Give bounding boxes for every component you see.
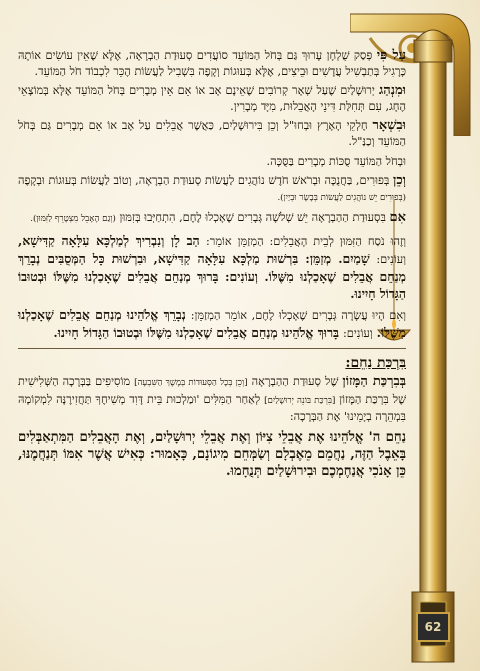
paragraph-text: חֶלְקֵי הָאָרֶץ וּבְחוּ"ל וְכֵן בִּירוּשָׁלַיִם, כַּאֲשֶׁר אֲבֵלִים עַל אָב אוֹ אֵם מְבָרִים גַּם בְּחֹל הַמּוֹעֵד וְכַנַּ"ל. <box>18 119 406 148</box>
paragraph-2 <box>18 83 406 114</box>
paragraph-text: וּבְחֹל הַמּוֹעֵד סֻכּוֹת מְבָרִים בַּסֻּכָּה. <box>266 154 406 168</box>
paragraph-text: פְּסַק שֻׁלְחָן עָרוּךְ גַּם בְּחֹל הַמּוֹעֵד סוֹעֲדִים סְעוּדַת הַבְרָאָה, אֶלָּא שֶׁאֵין עוֹשִׂים אוֹתָהּ כָּרָגִיל בְּתַבְשִׁיל עֲדָשִׁים וּבֵיצִים, אֶלָּא בְּעוּגוֹת וְקָפֶה בִּשְׁבִיל לַעֲשׂוֹת הֶכֵּר לִכְבוֹד חֹל הַמּוֹעֵד. <box>18 49 406 78</box>
paragraph-text: וְעוֹנִים: <box>376 252 406 266</box>
note-text: [בִּרְכַּת בּוֹנֵה יְרוּשָׁלַיִם] <box>264 395 336 406</box>
paragraph-4 <box>18 154 406 170</box>
paragraph-9 <box>18 374 406 425</box>
blessing-text: הַב לָן וְנִבְרִיךְ לְמַלְכָּא עִלָּאָה קַדִּישָׁא, <box>18 232 200 248</box>
keyword: וּבִשְׁאָר <box>372 118 407 134</box>
paragraph-text: מוֹסִיפִים בַּבְּרָכָה הַשְּׁלִישִׁית שֶׁל בִּרְכַּת הַמָּזוֹן <box>18 374 406 406</box>
page-number: 62 <box>416 612 450 642</box>
golden-pillar-icon <box>410 10 456 665</box>
paragraph-text: שֶׁל סְעוּדַת הַהַבְרָאָה <box>251 374 339 388</box>
blessing-text: בָּרוּךְ אֱלֹהֵינוּ מְנַחֵם אֲבֵלִים שֶׁאָכַלְנוּ מִשֶּׁלּוֹ וּבְטוּבוֹ הַגָּדוֹל חָיִינוּ. <box>53 324 340 340</box>
paragraph-text: בִּסְעוּדַת הַהַבְרָאָה יֵשׁ שְׁלֹשָׁה גְּבָרִים שֶׁאָכְלוּ לֶחֶם, הִתְחַיְּבוּ בְּזִמּוּן <box>119 211 386 225</box>
note-text: (וְגַם הָאָבֵל מִצְטָרֵף לַזִּמּוּן). <box>30 214 116 225</box>
paragraph-8 <box>18 306 406 342</box>
prayer-nachem: נַחֵם ה' אֱלֹהֵינוּ אֶת אֲבֵלֵי צִיּוֹן וְאֶת אֲבֵלֵי יְרוּשָׁלַיִם, וְאֶת הָאֲבֵלִים הַמִּתְאַבְּלִים בָּאֵבֶל הַזֶּה, נַחֲמֵם מֵאֶבְלָם וְשַׂמְּחֵם מִיגוֹנָם, כָּאָמוּר: כְּאִישׁ אֲשֶׁר אִמּוֹ תְּנַחֲמֶנּוּ, כֵּן אָנֹכִי אֲנַחֶמְכֶם וּבִירוּשָׁלַיִם תְּנֻחָמוּ. <box>18 429 406 479</box>
paragraph-6 <box>18 210 406 228</box>
section-heading: בִּרְכַּת נַחֵם: <box>345 354 406 371</box>
keyword: וְכֵן <box>393 173 406 189</box>
paragraph-text: וְאִם הָיוּ עֲשָׂרָה גְּבָרִים שֶׁאָכְלוּ לֶחֶם, אוֹמֵר הַמְזַמֵּן: <box>190 308 406 322</box>
paragraph-3 <box>18 118 406 149</box>
paragraph-7 <box>18 232 406 302</box>
paragraph-text: וְעוֹנִים: <box>342 326 373 340</box>
keyword: בְּבִרְכַּת הַמָּזוֹן <box>342 373 407 389</box>
paragraph-1 <box>18 48 406 79</box>
keyword: וּמִנְהַג <box>378 83 406 99</box>
blessing-text: שָׁמַיִם. מְזַמֵּן: בִּרְשׁוּת מַלְכָּא עִלָּאָה קַדִּישָׁא, וּבִרְשׁוּת כָּל הַמְּסֻבִּים נְבָרֵךְ מְנַחֵם אֲבֵלִים שֶׁאָכַלְנוּ מִשֶּׁלּוֹ. וְעוֹנִים: בָּרוּךְ מְנַחֵם אֲבֵלִים שֶׁאָכַלְנוּ מִשֶּׁלּוֹ וּבְטוּבוֹ הַגָּדוֹל חָיִינוּ. <box>18 250 406 301</box>
note-text: [וְכֵן בְּכָל הַסְּעוּדוֹת בְּמֶשֶׁךְ הַשִּׁבְעָה] <box>134 377 248 388</box>
paragraph-5 <box>18 173 406 206</box>
note-text: (בְּפוּרִים יֵשׁ נוֹהֲגִים לַעֲשׂוֹת בְּבָשָׂר וּבְיַיִן). <box>277 192 406 203</box>
paragraph-text: לְאַחַר הַמִּלִּים 'וּמַלְכוּת בֵּית דָּוִד מְשִׁיחֶךָ תַּחֲזִירֶנָּה לִמְקוֹמָהּ בִּמְהֵרָה בְיָמֵינוּ' אֶת הַבְּרָכָה: <box>18 392 406 424</box>
keyword: עַל פִּי <box>376 48 406 63</box>
blessing-text: נְבָרֵךְ אֱלֹהֵינוּ מְנַחֵם אֲבֵלִים שֶׁאָכַלְנוּ מִשֶּׁלּוֹ. <box>18 306 406 340</box>
main-text <box>18 48 406 484</box>
paragraph-text: בְּפוּרִים, בַּחֲנֻכָּה וּבְרֹאשׁ חֹדֶשׁ נוֹהֲגִים לַעֲשׂוֹת סְעוּדַת הַבְרָאָה, וְטוֹב לַעֲשׂוֹת בְּעוּגוֹת וּבְקָפֶה <box>18 174 390 188</box>
divider <box>18 348 406 349</box>
keyword: אִם <box>389 210 406 226</box>
paragraph-text: יְרוּשָׁלַיִם שֶׁעַל שְׁאָר קְרוֹבִים שֶׁאֵינָם אָב אוֹ אֵם אֵין מְבָרִים בְּחֹל הַמּוֹעֵד אֶלָּא בְּמוֹצָאֵי הֶחָג, עִם תְּחִלַּת דִּינֵי הָאֲבֵלוּת, מִיָּד מְבָרִין. <box>18 84 406 113</box>
paragraph-text: וְזֶהוּ נֹסַח הַזִּמּוּן לְבֵית הָאֲבֵלִים: הַמְזַמֵּן אוֹמֵר: <box>205 234 406 248</box>
